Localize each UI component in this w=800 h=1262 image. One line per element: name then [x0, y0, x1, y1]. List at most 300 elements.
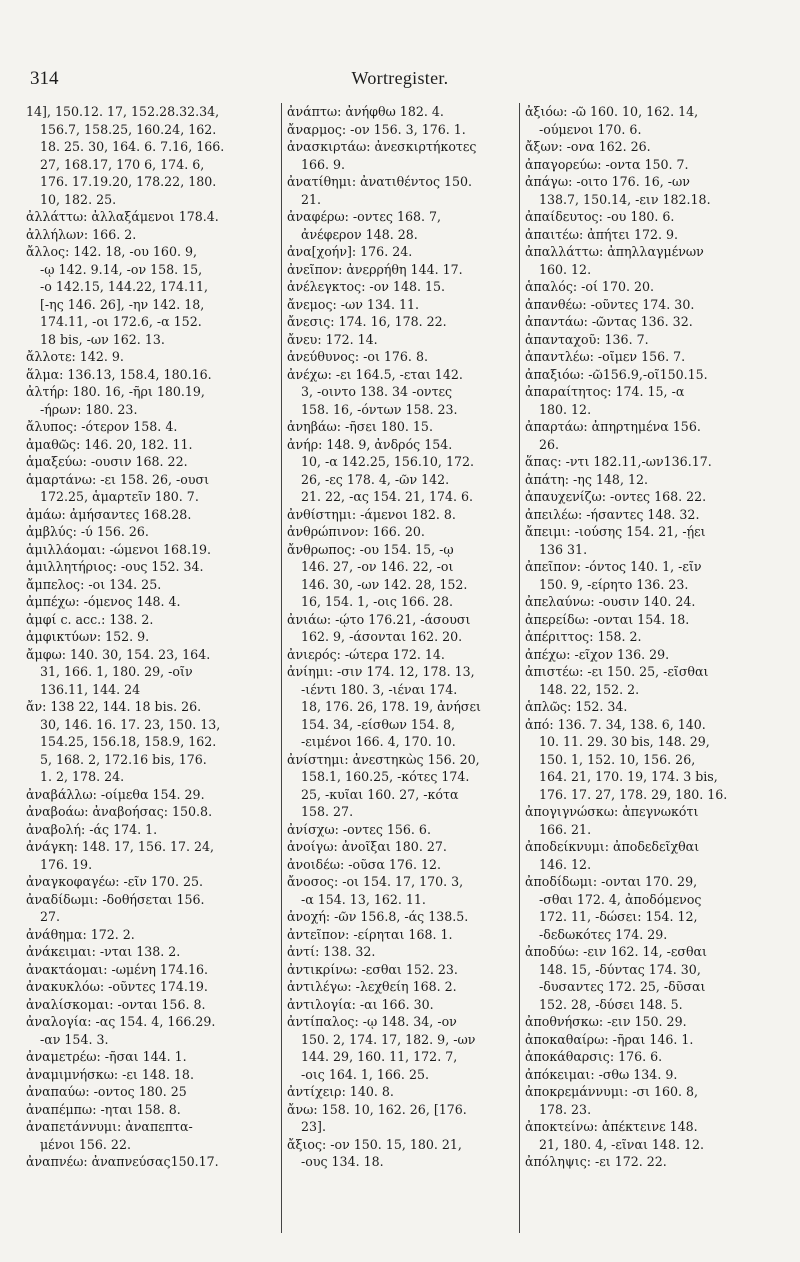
entry-line: 148. 15, -δύντας 174. 30,	[539, 961, 701, 977]
entry-line: ἀπιστέω: -ει 150. 25, -εῖσθαι	[525, 664, 709, 679]
entry-line: ἁμιλλάομαι: -ώμενοι 168.19.	[26, 541, 212, 557]
entry-line: ἄν: 138 22, 144. 18 bis. 26.	[26, 699, 202, 714]
entry-line: 30, 146. 16. 17. 23, 150. 13,	[40, 716, 221, 732]
entry-line: ἀποκαθαίρω: -ῆραι 146. 1.	[525, 1031, 694, 1047]
index-entry	[525, 138, 790, 156]
index-entry	[525, 1153, 790, 1171]
entry-line: ἄναρμος: -ον 156. 3, 176. 1.	[287, 121, 466, 137]
index-entry	[287, 103, 514, 121]
index-entry	[26, 471, 276, 506]
index-entry	[525, 331, 790, 349]
entry-line: ἀνιάω: -ῴτο 176.21, -άσουσι	[287, 611, 471, 627]
index-entry	[525, 226, 790, 244]
index-entry	[287, 366, 514, 419]
entry-line: ἀναβολή: -άς 174. 1.	[26, 821, 158, 837]
entry-line: ἀνεῖπον: ἀνερρήθη 144. 17.	[287, 261, 463, 277]
index-entry	[26, 943, 276, 961]
entry-line: -ήρων: 180. 23.	[40, 401, 138, 417]
entry-line: ἀνέφερον 148. 28.	[301, 226, 418, 242]
entry-line: ἀπαραίτητος: 174. 15, -α	[525, 384, 685, 399]
index-entry	[26, 593, 276, 611]
entry-line: ἀμάω: ἀμήσαντες 168.28.	[26, 506, 192, 522]
entry-line: ἀναμιμνήσκω: -ει 148. 18.	[26, 1066, 194, 1082]
entry-line: ἀπεῖπον: -όντος 140. 1, -εῖν	[525, 559, 702, 574]
entry-line: 26.	[539, 436, 560, 452]
entry-line: 162. 9, -άσονται 162. 20.	[301, 629, 463, 644]
entry-line: 16, 154. 1, -οις 166. 28.	[301, 594, 453, 609]
entry-line: 27.	[40, 909, 61, 924]
entry-line: 164. 21, 170. 19, 174. 3 bis,	[539, 769, 718, 784]
entry-line: ἀνακτάομαι: -ωμένη 174.16.	[26, 961, 208, 977]
index-entry	[26, 698, 276, 786]
index-entry	[525, 803, 790, 838]
index-entry	[525, 173, 790, 208]
entry-line: ἀντιλογία: -αι 166. 30.	[287, 996, 434, 1012]
entry-line: ἀπειλέω: -ήσαντες 148. 32.	[525, 506, 700, 522]
entry-line: ἄνευ: 172. 14.	[287, 331, 378, 347]
entry-line: ἄξων: -ονα 162. 26.	[525, 139, 651, 154]
entry-line: ἄμφω: 140. 30, 154. 23, 164.	[26, 646, 211, 662]
index-entry	[26, 1013, 276, 1048]
entry-line: 138.7, 150.14, -ειν 182.18.	[539, 191, 711, 207]
entry-line: 154. 34, -είσθων 154. 8,	[301, 716, 455, 732]
entry-line: ἀναπέμπω: -ηται 158. 8.	[26, 1101, 181, 1117]
index-entry	[26, 226, 276, 244]
index-entry	[525, 488, 790, 506]
entry-line: ἀνακυκλόω: -οῦντες 174.19.	[26, 979, 208, 994]
entry-line: 152. 28, -δύσει 148. 5.	[539, 996, 683, 1012]
index-entry	[525, 506, 790, 524]
entry-line: ἀπόληψις: -ει 172. 22.	[525, 1154, 667, 1169]
entry-line: -ο 142.15, 144.22, 174.11,	[40, 279, 209, 294]
entry-line: ἀποθνήσκω: -ειν 150. 29.	[525, 1014, 687, 1029]
index-entry	[287, 1101, 514, 1136]
index-entry	[26, 996, 276, 1014]
entry-line: 14], 150.12. 17, 152.28.32.34,	[26, 104, 220, 119]
index-entry	[26, 576, 276, 594]
entry-line: μένοι 156. 22.	[40, 1136, 131, 1152]
entry-line: ἄνεσις: 174. 16, 178. 22.	[287, 314, 447, 329]
entry-line: 1. 2, 178. 24.	[40, 769, 125, 784]
index-entry	[287, 506, 514, 524]
entry-line: ἀναφέρω: -οντες 168. 7,	[287, 209, 442, 224]
entry-line: 26, -ες 178. 4, -ῶν 142.	[301, 471, 450, 487]
index-entry	[287, 821, 514, 839]
entry-line: ἀμφί c. acc.: 138. 2.	[26, 611, 154, 627]
index-entry	[26, 558, 276, 576]
entry-line: ἅλμα: 136.13, 158.4, 180.16.	[26, 366, 212, 382]
entry-line: -αν 154. 3.	[40, 1031, 109, 1047]
entry-line: 146. 12.	[539, 856, 592, 872]
entry-line: 150. 1, 152. 10, 156. 26,	[539, 751, 696, 767]
index-entry	[287, 908, 514, 926]
entry-line: ἀπόκειμαι: -σθω 134. 9.	[525, 1066, 678, 1082]
index-entry	[26, 366, 276, 384]
index-entry	[26, 1101, 276, 1119]
index-entry	[287, 961, 514, 979]
entry-line: 158. 16, -όντων 158. 23.	[301, 401, 458, 417]
entry-line: ἀνέχω: -ει 164.5, -εται 142.	[287, 366, 463, 382]
entry-line: ἀπάγω: -οιτο 176. 16, -ων	[525, 174, 690, 189]
entry-line: ἀνεύθυνος: -οι 176. 8.	[287, 349, 428, 364]
index-entry	[26, 453, 276, 471]
entry-line: ἀπογιγνώσκω: ἀπεγνωκότι	[525, 804, 699, 819]
index-entry	[525, 278, 790, 296]
entry-line: 154.25, 156.18, 158.9, 162.	[40, 734, 217, 749]
index-entry	[287, 663, 514, 751]
index-entry	[26, 1118, 276, 1153]
index-entry	[26, 873, 276, 891]
entry-line: 146. 30, -ων 142. 28, 152.	[301, 576, 468, 592]
index-entry	[525, 418, 790, 453]
index-entry	[26, 628, 276, 646]
index-entry	[287, 926, 514, 944]
entry-line: 166. 21.	[539, 821, 592, 837]
entry-line: [-ης 146. 26], -ην 142. 18,	[40, 296, 205, 312]
index-entry	[287, 751, 514, 821]
index-entry	[26, 978, 276, 996]
index-entry	[525, 646, 790, 664]
entry-line: ἀνάπτω: ἀνήφθω 182. 4.	[287, 104, 444, 119]
index-entry	[287, 838, 514, 856]
entry-line: ἄλλοτε: 142. 9.	[26, 349, 124, 364]
entry-line: ἁπανταχοῦ: 136. 7.	[525, 331, 649, 347]
entry-line: ἀπέριττος: 158. 2.	[525, 629, 642, 644]
index-entry	[287, 121, 514, 139]
entry-line: ἀλτήρ: 180. 16, -ῆρι 180.19,	[26, 384, 205, 399]
index-entry	[525, 558, 790, 593]
entry-line: ἀπαρτάω: ἀπηρτημένα 156.	[525, 419, 701, 434]
entry-line: -οις 164. 1, 166. 25.	[301, 1066, 429, 1082]
entry-line: ἀνα[χοήν]: 176. 24.	[287, 244, 413, 259]
entry-line: ἀμβλύς: -ύ 156. 26.	[26, 524, 149, 539]
index-entry	[26, 103, 276, 208]
entry-line: ἁμαρτάνω: -ει 158. 26, -ουσι	[26, 471, 210, 487]
page-number: 314	[30, 68, 59, 89]
entry-line: 166. 9.	[301, 156, 346, 172]
entry-line: ἀνίσχω: -οντες 156. 6.	[287, 821, 431, 837]
entry-line: 172.25, ἁμαρτεῖν 180. 7.	[40, 489, 199, 504]
running-head: Wortregister.	[351, 68, 449, 88]
entry-line: ἀπαίδευτος: -ου 180. 6.	[525, 209, 675, 224]
entry-line: ἀναγκοφαγέω: -εῖν 170. 25.	[26, 874, 203, 889]
entry-line: ἁπλῶς: 152. 34.	[525, 699, 628, 714]
index-entry	[287, 943, 514, 961]
index-entry	[525, 366, 790, 384]
entry-line: ἀντί: 138. 32.	[287, 944, 376, 959]
entry-line: ἀποκάθαρσις: 176. 6.	[525, 1049, 663, 1064]
index-column-1	[26, 103, 276, 1233]
entry-line: 150. 2, 174. 17, 182. 9, -ων	[301, 1031, 476, 1047]
entry-line: ἀπέχω: -εῖχον 136. 29.	[525, 646, 670, 662]
index-entry	[525, 698, 790, 716]
entry-line: ἀντιλέγω: -λεχθείη 168. 2.	[287, 979, 457, 994]
index-entry	[525, 873, 790, 943]
index-entry	[26, 418, 276, 436]
entry-line: ἀναμετρέω: -ῆσαι 144. 1.	[26, 1049, 187, 1064]
index-entry	[287, 541, 514, 611]
index-entry	[26, 611, 276, 629]
entry-line: ἀπαντλέω: -οῖμεν 156. 7.	[525, 349, 686, 364]
entry-line: 10, -α 142.25, 156.10, 172.	[301, 454, 474, 469]
index-entry	[287, 996, 514, 1014]
entry-line: ἄνεμος: -ων 134. 11.	[287, 296, 420, 312]
entry-line: ἀπαιτέω: ἀπήτει 172. 9.	[525, 226, 679, 242]
index-entry	[525, 611, 790, 629]
entry-line: ἀμφικτύων: 152. 9.	[26, 629, 150, 644]
entry-line: 18. 25. 30, 164. 6. 7.16, 166.	[40, 139, 225, 154]
index-entry	[525, 348, 790, 366]
entry-line: 174.11, -οι 172.6, -α 152.	[40, 314, 202, 329]
index-entry	[287, 261, 514, 279]
entry-line: ἀμπέχω: -όμενος 148. 4.	[26, 594, 181, 609]
entry-line: ἀνασκιρτάω: ἀνεσκιρτήκοτες	[287, 139, 477, 154]
entry-line: -σθαι 172. 4, ἀποδόμενος	[539, 891, 702, 907]
entry-line: 178. 23.	[539, 1101, 592, 1117]
entry-line: -δυσαντες 172. 25, -δῦσαι	[539, 979, 706, 994]
entry-line: ἀνοιδέω: -οῦσα 176. 12.	[287, 856, 441, 872]
entry-line: 31, 166. 1, 180. 29, -οῖν	[40, 664, 193, 679]
entry-line: ἀναλίσκομαι: -ονται 156. 8.	[26, 996, 206, 1012]
entry-line: ἄξιος: -ον 150. 15, 180. 21,	[287, 1136, 462, 1152]
entry-line: 18 bis, -ων 162. 13.	[40, 331, 165, 347]
index-entry	[26, 208, 276, 226]
entry-line: ἀνάκειμαι: -νται 138. 2.	[26, 944, 181, 959]
entry-line: ἀντίχειρ: 140. 8.	[287, 1084, 394, 1099]
entry-line: ἀπό: 136. 7. 34, 138. 6, 140.	[525, 716, 706, 732]
index-entry	[287, 173, 514, 208]
index-entry	[287, 978, 514, 996]
index-column-2	[287, 103, 514, 1233]
index-entry	[525, 296, 790, 314]
index-entry	[525, 716, 790, 804]
index-entry	[287, 138, 514, 173]
entry-line: 160. 12.	[539, 261, 592, 277]
index-entry	[525, 1083, 790, 1118]
index-entry	[525, 1031, 790, 1049]
entry-line: ἀπαλλάττω: ἀπηλλαγμένων	[525, 244, 704, 259]
index-entry	[287, 278, 514, 296]
entry-line: ἁμαξεύω: -ουσιν 168. 22.	[26, 454, 188, 469]
entry-line: ἀντεῖπον: -είρηται 168. 1.	[287, 926, 453, 942]
entry-line: -ούμενοι 170. 6.	[539, 121, 642, 137]
entry-line: ἅπας: -ντι 182.11,-ων136.17.	[525, 454, 712, 469]
entry-line: 3, -οιντο 138. 34 -οντες	[301, 384, 453, 399]
entry-line: 150. 9, -είρητο 136. 23.	[539, 576, 689, 592]
index-entry	[287, 418, 514, 436]
entry-line: ἀνθρώπινον: 166. 20.	[287, 524, 425, 539]
entry-line: ἀνήρ: 148. 9, ἀνδρός 154.	[287, 436, 453, 452]
entry-line: ἄλλος: 142. 18, -ου 160. 9,	[26, 244, 197, 259]
index-entry	[26, 891, 276, 926]
index-entry	[26, 786, 276, 804]
index-entry	[26, 541, 276, 559]
index-entry	[287, 436, 514, 506]
entry-line: 136.11, 144. 24	[40, 681, 141, 697]
entry-line: ἀντικρίνω: -εσθαι 152. 23.	[287, 961, 458, 977]
entry-line: -ειμένοι 166. 4, 170. 10.	[301, 734, 456, 749]
index-entry	[287, 331, 514, 349]
index-entry	[287, 873, 514, 908]
index-entry	[287, 1013, 514, 1083]
entry-line: ἀνοχή: -ῶν 156.8, -άς 138.5.	[287, 909, 469, 924]
entry-line: 180. 12.	[539, 401, 592, 417]
index-entry	[26, 1066, 276, 1084]
entry-line: ἀπανθέω: -οῦντες 174. 30.	[525, 296, 695, 312]
column-rule	[281, 103, 282, 1233]
entry-line: ἄνοσος: -οι 154. 17, 170. 3,	[287, 874, 464, 889]
index-entry	[525, 383, 790, 418]
index-entry	[26, 821, 276, 839]
entry-line: ἄμπελος: -οι 134. 25.	[26, 576, 162, 592]
entry-line: 25, -κυῖαι 160. 27, -κότα	[301, 786, 459, 802]
entry-line: 172. 11, -δώσει: 154. 12,	[539, 909, 698, 924]
entry-line: -α 154. 13, 162. 11.	[301, 891, 426, 907]
entry-line: ἀνθίστημι: -άμενοι 182. 8.	[287, 506, 456, 522]
index-entry	[26, 506, 276, 524]
entry-line: ἀνέλεγκτος: -ον 148. 15.	[287, 279, 446, 294]
entry-line: ἀντίπαλος: -ῳ 148. 34, -ον	[287, 1014, 457, 1029]
entry-line: ἄλυπος: -ότερον 158. 4.	[26, 419, 178, 434]
index-entry	[287, 208, 514, 243]
entry-line: ἀνατίθημι: ἀνατιθέντος 150.	[287, 174, 473, 189]
entry-line: 176. 19.	[40, 856, 93, 872]
entry-line: ἀνιερός: -ώτερα 172. 14.	[287, 646, 445, 662]
index-entry	[26, 348, 276, 366]
entry-line: 21, 180. 4, -εῖναι 148. 12.	[539, 1136, 704, 1152]
column-rule	[519, 103, 520, 1233]
index-entry	[525, 103, 790, 138]
entry-line: ἀναλογία: -ας 154. 4, 166.29.	[26, 1014, 216, 1029]
index-entry	[525, 313, 790, 331]
index-entry	[287, 1136, 514, 1171]
entry-line: ἀναβάλλω: -οίμεθα 154. 29.	[26, 786, 205, 802]
entry-line: -ους 134. 18.	[301, 1154, 384, 1169]
entry-line: ἀπερείδω: -ονται 154. 18.	[525, 611, 690, 627]
index-entry	[26, 838, 276, 873]
index-entry	[26, 243, 276, 348]
entry-line: 144. 29, 160. 11, 172. 7,	[301, 1049, 458, 1064]
index-entry	[525, 523, 790, 558]
entry-line: ἄνθρωπος: -ου 154. 15, -ῳ	[287, 541, 454, 557]
entry-line: -ῳ 142. 9.14, -ον 158. 15,	[40, 261, 203, 277]
entry-line: ἀναδίδωμι: -δοθήσεται 156.	[26, 891, 205, 907]
index-entry	[525, 1118, 790, 1153]
entry-line: 23].	[301, 1119, 326, 1134]
index-entry	[525, 1013, 790, 1031]
entry-line: 5, 168. 2, 172.16 bis, 176.	[40, 751, 207, 767]
index-entry	[525, 838, 790, 873]
entry-line: ἀπαξιόω: -ῶ156.9,-οῖ150.15.	[525, 366, 708, 382]
entry-line: ἄνω: 158. 10, 162. 26, [176.	[287, 1101, 467, 1117]
index-entry	[26, 926, 276, 944]
index-entry	[26, 436, 276, 454]
index-entry	[287, 646, 514, 664]
index-entry	[26, 1048, 276, 1066]
entry-line: 158. 27.	[301, 804, 354, 819]
index-entry	[525, 1048, 790, 1066]
index-entry	[525, 943, 790, 1013]
index-entry	[287, 523, 514, 541]
index-entry	[525, 243, 790, 278]
entry-line: ἀποδείκνυμι: ἀποδεδεῖχθαι	[525, 839, 700, 854]
entry-line: ἀποδύω: -ειν 162. 14, -εσθαι	[525, 944, 707, 959]
entry-line: ἀλλάττω: ἀλλαξάμενοι 178.4.	[26, 209, 219, 224]
entry-line: ἁπαλός: -οί 170. 20.	[525, 279, 654, 294]
entry-line: ἀξιόω: -ῶ 160. 10, 162. 14,	[525, 104, 699, 119]
index-entry	[525, 593, 790, 611]
entry-line: ἁμιλλητήριος: -ους 152. 34.	[26, 559, 204, 574]
entry-line: 10. 11. 29. 30 bis, 148. 29,	[539, 734, 710, 749]
entry-line: -ιέντι 180. 3, -ιέναι 174.	[301, 681, 458, 697]
index-entry	[525, 628, 790, 646]
entry-line: ἀναβοάω: ἀναβοήσας: 150.8.	[26, 804, 213, 819]
entry-line: ἄπειμι: -ιούσης 154. 21, -ῄει	[525, 524, 706, 539]
entry-line: 158.1, 160.25, -κότες 174.	[301, 769, 470, 784]
entry-line: 18, 176. 26, 178. 19, ἀνήσει	[301, 699, 481, 714]
index-entry	[287, 856, 514, 874]
entry-line: ἀνάθημα: 172. 2.	[26, 926, 135, 942]
entry-line: 27, 168.17, 170 6, 174. 6,	[40, 156, 205, 172]
index-entry	[525, 156, 790, 174]
index-entry	[525, 453, 790, 471]
index-entry	[26, 383, 276, 418]
index-entry	[525, 471, 790, 489]
index-entry	[26, 1153, 276, 1171]
entry-line: 148. 22, 152. 2.	[539, 681, 640, 697]
entry-line: 10, 182. 25.	[40, 191, 117, 207]
entry-line: 136 31.	[539, 541, 588, 557]
entry-line: ἀναπετάννυμι: ἀναπεπτα-	[26, 1119, 193, 1134]
index-entry	[525, 208, 790, 226]
entry-line: 21. 22, -ας 154. 21, 174. 6.	[301, 489, 474, 504]
entry-line: ἀποδίδωμι: -ονται 170. 29,	[525, 874, 698, 889]
entry-line: ἀλλήλων: 166. 2.	[26, 226, 137, 242]
entry-line: ἀμαθῶς: 146. 20, 182. 11.	[26, 436, 193, 452]
entry-line: 21.	[301, 191, 322, 207]
index-entry	[287, 1083, 514, 1101]
index-column-3	[525, 103, 790, 1233]
index-entry	[287, 243, 514, 261]
entry-line: 146. 27, -ον 146. 22, -οι	[301, 559, 454, 574]
index-entry	[26, 523, 276, 541]
entry-line: 156.7, 158.25, 160.24, 162.	[40, 121, 217, 137]
index-entry	[26, 1083, 276, 1101]
index-entry	[287, 348, 514, 366]
entry-line: ἀπαντάω: -ῶντας 136. 32.	[525, 314, 693, 329]
entry-line: ἀπελαύνω: -ουσιν 140. 24.	[525, 594, 696, 609]
entry-line: ἀναπαύω: -οντος 180. 25	[26, 1084, 187, 1099]
index-entry	[26, 803, 276, 821]
entry-line: ἀνίημι: -σιν 174. 12, 178. 13,	[287, 664, 475, 679]
entry-line: 176. 17.19.20, 178.22, 180.	[40, 174, 217, 189]
index-entry	[287, 313, 514, 331]
index-entry	[287, 296, 514, 314]
entry-line: ἀπάτη: -ης 148, 12.	[525, 471, 648, 487]
entry-line: ἀπαυχενίζω: -οντες 168. 22.	[525, 489, 707, 504]
entry-line: ἀναπνέω: ἀναπνεύσας150.17.	[26, 1154, 219, 1169]
entry-line: -δεδωκότες 174. 29.	[539, 926, 668, 942]
entry-line: ἀποκρεμάννυμι: -σι 160. 8,	[525, 1084, 699, 1099]
entry-line: 176. 17. 27, 178. 29, 180. 16.	[539, 786, 728, 802]
index-entry	[525, 1066, 790, 1084]
index-entry	[525, 663, 790, 698]
entry-line: ἀνίστημι: ἀνεστηκὼς 156. 20,	[287, 751, 480, 767]
index-entry	[26, 646, 276, 699]
entry-line: ἀνοίγω: ἀνοῖξαι 180. 27.	[287, 839, 447, 854]
index-entry	[26, 961, 276, 979]
index-entry	[287, 611, 514, 646]
